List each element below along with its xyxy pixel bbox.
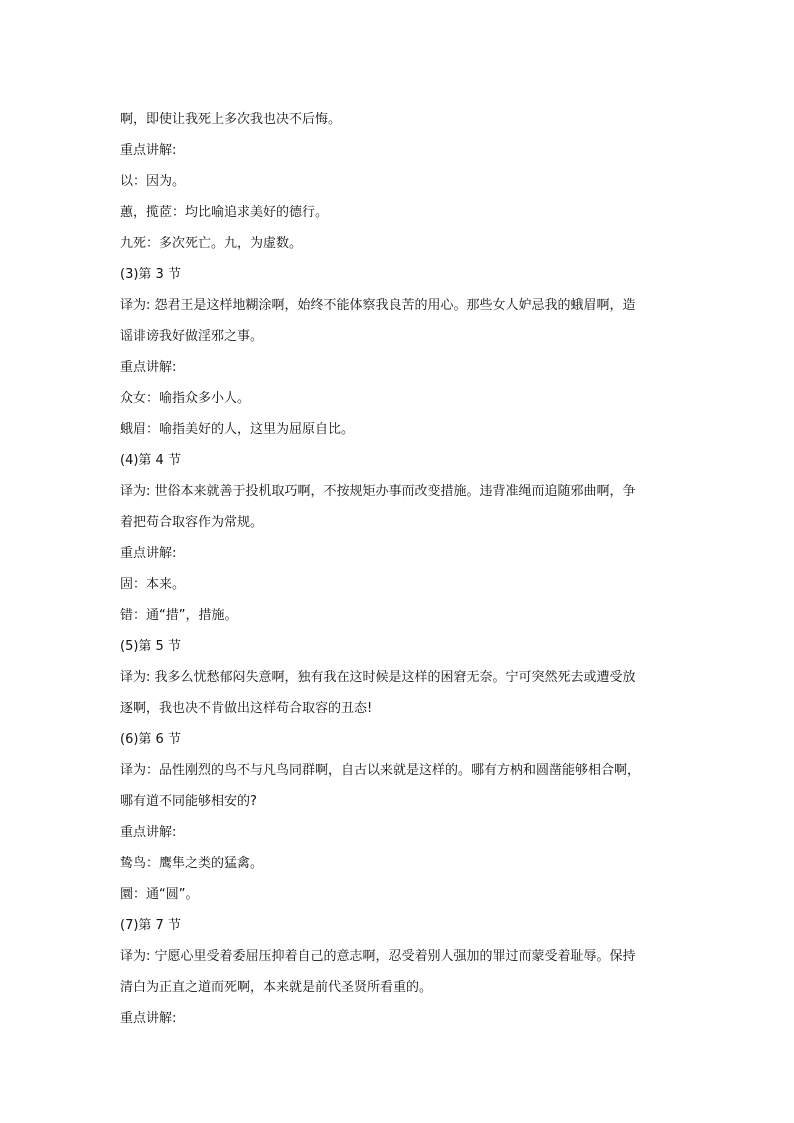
- document-page: [120, 104, 680, 1034]
- translation-line: 译为: 宁愿心里受着委屈压抑着自己的意志啊，忍受着别人强加的罪过而蒙受着耻辱。保持: [120, 949, 636, 964]
- translation-line: 译为：品性刚烈的鸟不与凡鸟同群啊，自古以来就是这样的。哪有方枘和圆凿能够相合啊，: [120, 763, 641, 778]
- note-line: 鸷鸟：鹰隼之类的猛禽。: [120, 856, 264, 871]
- translation-line: 译为: 我多么忧愁郁闷失意啊，独有我在这时候是这样的困窘无奈。宁可突然死去或遭受放: [120, 670, 636, 685]
- note-line: 九死：多次死亡。九，为虚数。: [120, 236, 303, 251]
- note-line: 蛾眉：喻指美好的人，这里为屈原自比。: [120, 422, 355, 437]
- note-line: 固：本来。: [120, 577, 186, 592]
- note-line: 以：因为。: [120, 174, 186, 189]
- note-line: 蕙，揽茝：均比喻追求美好的德行。: [120, 205, 329, 220]
- stanza-heading: (4)第 4 节: [120, 453, 181, 468]
- translation-line: 译为: 世俗本来就善于投机取巧啊，不按规矩办事而改变措施。违背准绳而追随邪曲啊，争: [120, 484, 636, 499]
- stanza-heading: (6)第 6 节: [120, 732, 181, 747]
- translation-line: 谣诽谤我好做淫邪之事。: [120, 329, 264, 344]
- section-heading: 重点讲解:: [120, 546, 177, 561]
- section-heading: 重点讲解:: [120, 360, 177, 375]
- translation-line: 着把苟合取容作为常规。: [120, 515, 264, 530]
- note-line: 错：通“措”，措施。: [120, 608, 238, 623]
- stanza-heading: (5)第 5 节: [120, 639, 181, 654]
- translation-line: 清白为正直之道而死啊，本来就是前代圣贤所看重的。: [120, 980, 433, 995]
- section-heading: 重点讲解:: [120, 143, 177, 158]
- text-line: 啊，即使让我死上多次我也决不后悔。: [120, 112, 342, 127]
- stanza-heading: (3)第 3 节: [120, 267, 181, 282]
- translation-line: 哪有道不同能够相安的?: [120, 794, 257, 809]
- translation-line: 译为: 怨君王是这样地糊涂啊，始终不能体察我良苦的用心。那些女人妒忌我的蛾眉啊，造: [120, 298, 636, 313]
- note-line: 众女：喻指众多小人。: [120, 391, 251, 406]
- translation-line: 逐啊，我也决不肯做出这样苟合取容的丑态!: [120, 701, 373, 716]
- stanza-heading: (7)第 7 节: [120, 918, 181, 933]
- section-heading: 重点讲解:: [120, 1011, 177, 1026]
- section-heading: 重点讲解:: [120, 825, 177, 840]
- note-line: 圜：通“圆”。: [120, 887, 199, 902]
